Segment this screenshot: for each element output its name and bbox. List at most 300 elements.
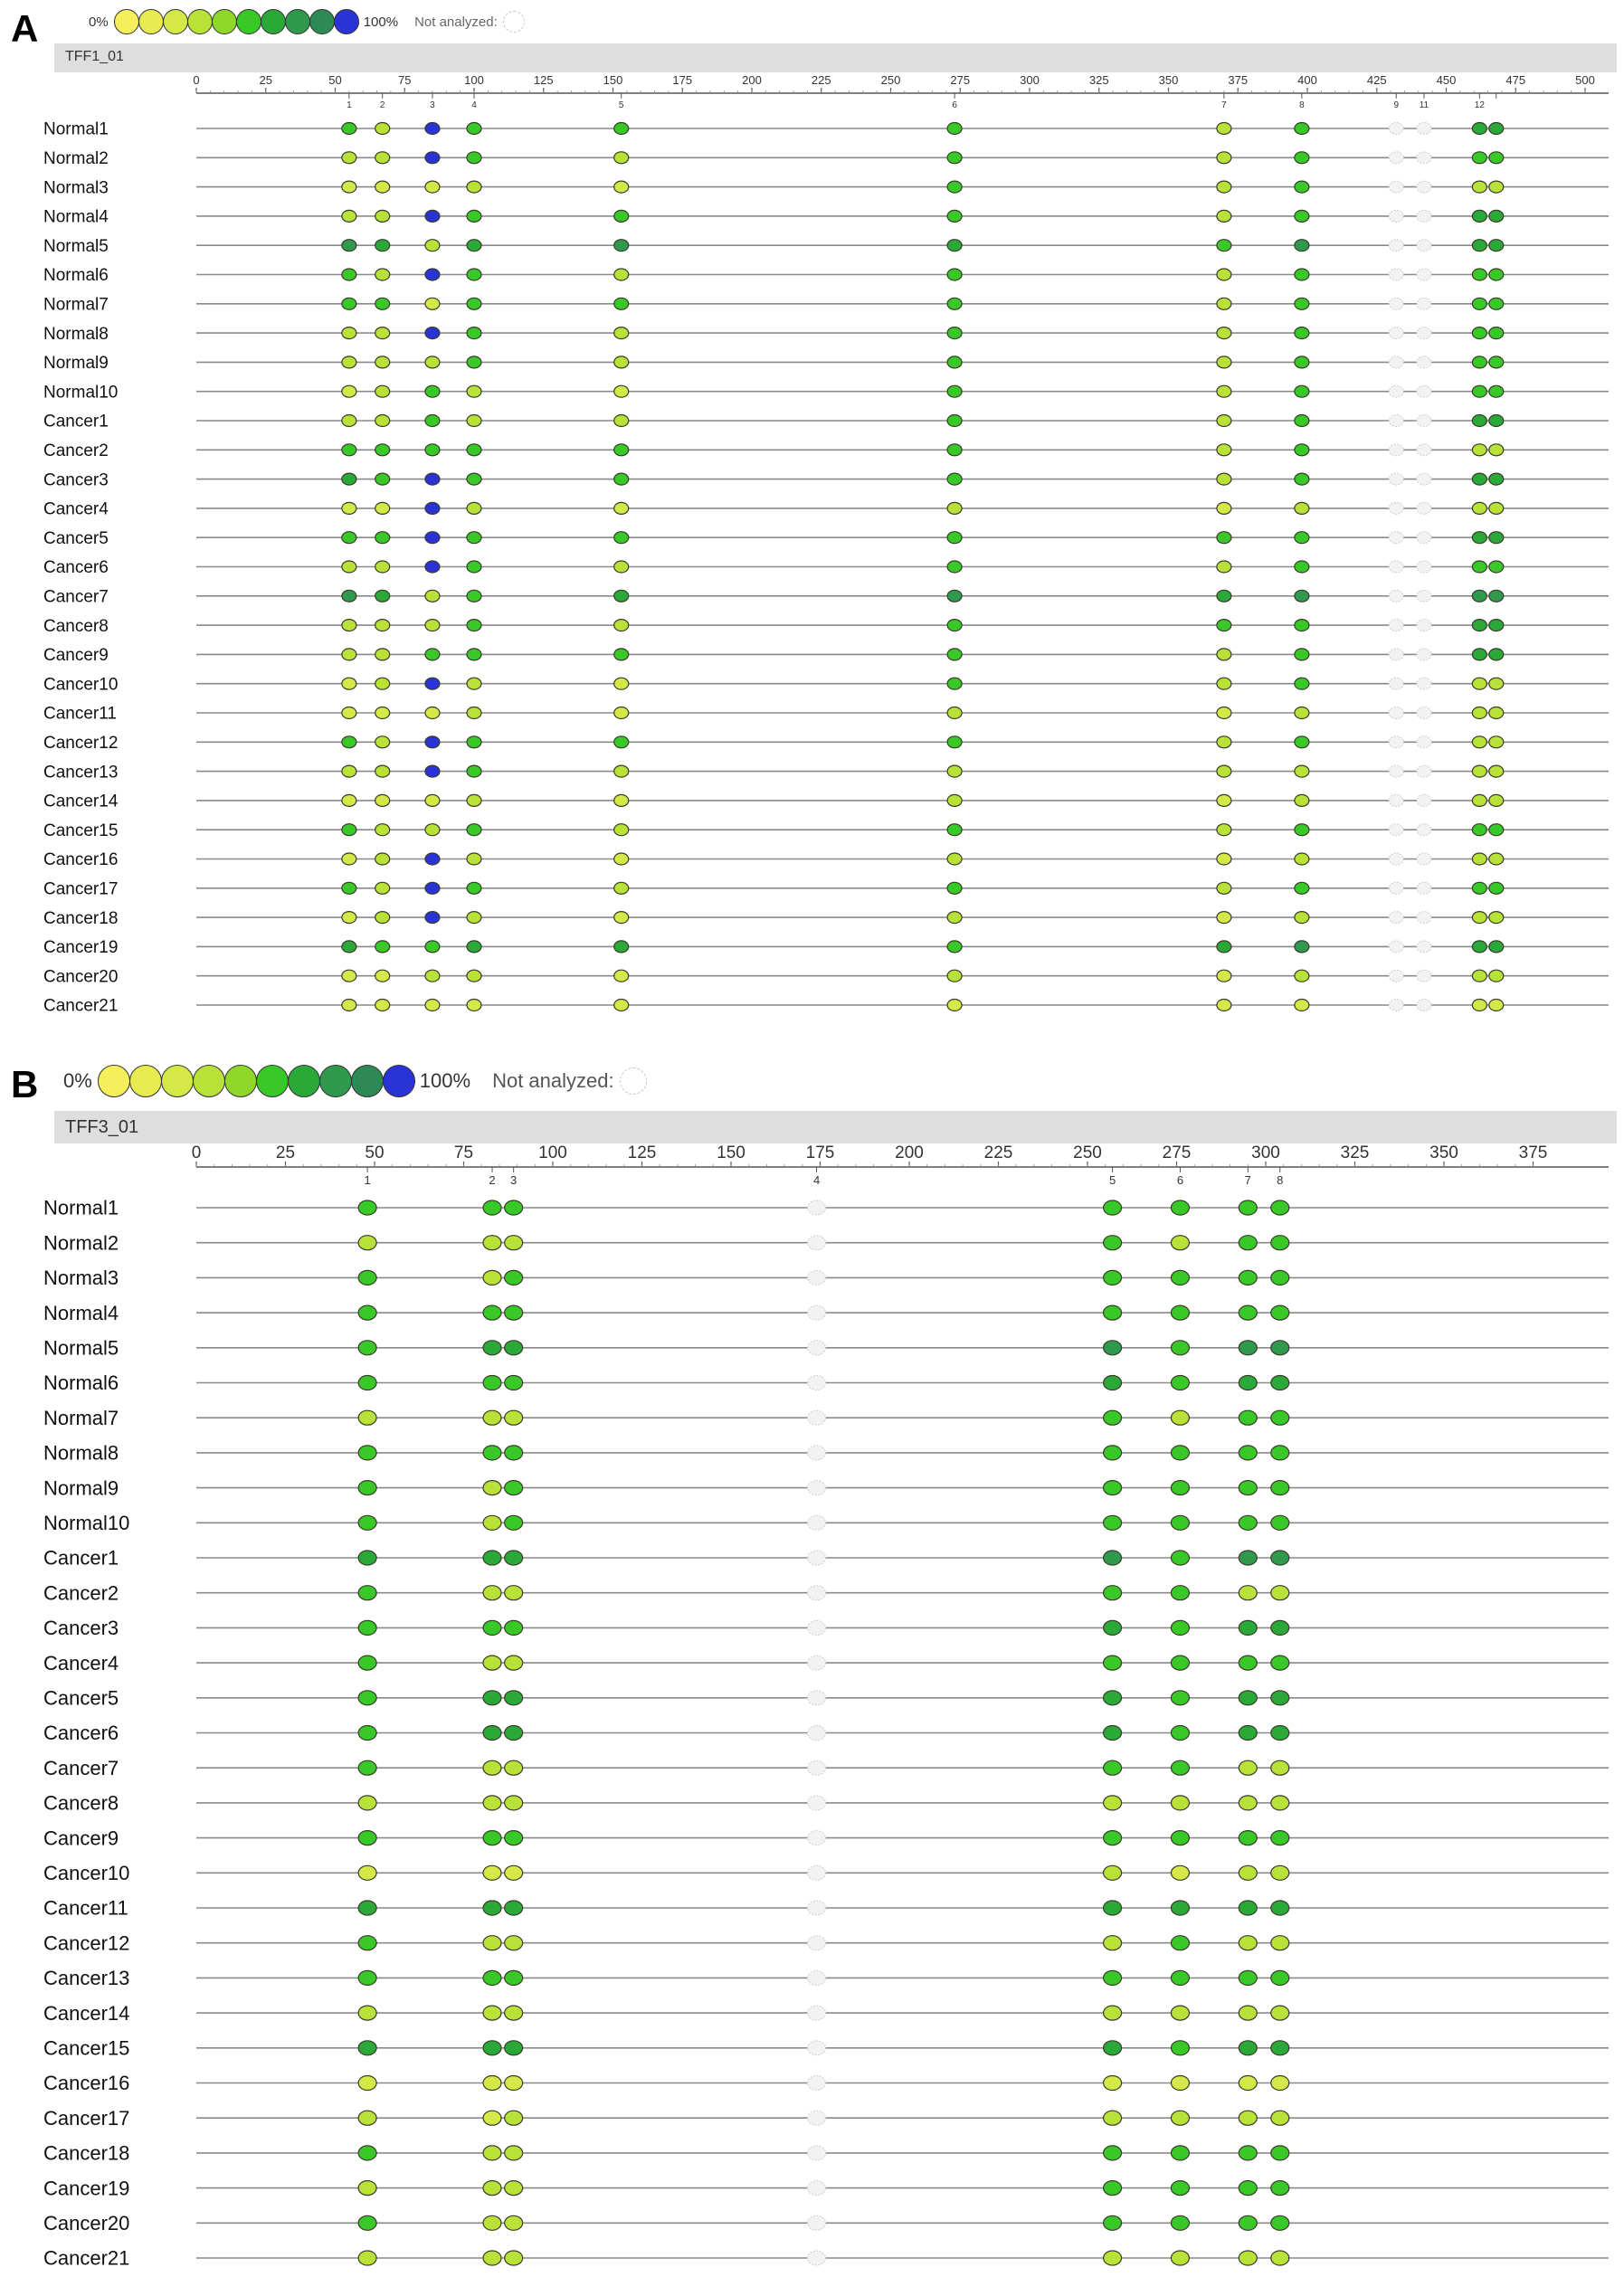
legend-swatch [163, 9, 188, 34]
cpg-methylation-dot [505, 2181, 523, 2196]
sample-label: Cancer6 [43, 1722, 119, 1745]
cpg-not-analyzed [808, 1270, 826, 1285]
cpg-methylation-dot [1489, 649, 1504, 660]
cpg-methylation-dot [505, 2041, 523, 2055]
cpg-methylation-dot [947, 678, 962, 689]
cpg-not-analyzed [808, 1691, 826, 1705]
cpg-methylation-dot [358, 1376, 376, 1390]
cpg-methylation-dot [1239, 1726, 1257, 1741]
cpg-methylation-dot [614, 473, 629, 485]
cpg-methylation-dot [425, 269, 440, 280]
cpg-methylation-dot [425, 1000, 440, 1011]
cpg-methylation-dot [375, 1000, 390, 1011]
cpg-methylation-dot [1489, 210, 1504, 222]
cpg-methylation-dot [1239, 1620, 1257, 1635]
cpg-methylation-dot [1489, 444, 1504, 456]
cpg-methylation-dot [375, 765, 390, 777]
sample-label: Normal5 [43, 1336, 119, 1360]
cpg-methylation-dot [375, 152, 390, 164]
cpg-methylation-dot [1239, 1376, 1257, 1390]
cpg-methylation-dot [342, 678, 356, 689]
sample-label: Cancer14 [43, 2001, 130, 2025]
sample-label: Normal10 [43, 383, 119, 403]
axis-tick-label: 300 [1251, 1143, 1280, 1162]
legend-max-label: 100% [419, 1069, 471, 1092]
cpg-methylation-dot [358, 1796, 376, 1810]
cpg-methylation-dot [425, 532, 440, 544]
axis-tick-label: 250 [1073, 1143, 1102, 1162]
cpg-methylation-dot [614, 415, 629, 427]
cpg-methylation-dot [1295, 152, 1309, 164]
cpg-methylation-dot [483, 1446, 501, 1460]
legend-swatch [236, 9, 261, 34]
cpg-methylation-dot [1171, 1305, 1189, 1320]
cpg-not-analyzed [808, 1586, 826, 1600]
cpg-not-analyzed [808, 1481, 826, 1495]
cpg-methylation-dot [1171, 1586, 1189, 1600]
cpg-methylation-dot [1295, 532, 1309, 544]
cpg-not-analyzed [808, 1760, 826, 1775]
cpg-methylation-dot [505, 1481, 523, 1495]
cpg-methylation-dot [614, 649, 629, 660]
cpg-methylation-dot [375, 415, 390, 427]
cpg-methylation-dot [1295, 678, 1309, 689]
cpg-methylation-dot [1472, 356, 1486, 368]
cpg-methylation-dot [1489, 882, 1504, 894]
axis-tick-label: 300 [1020, 73, 1040, 87]
cpg-methylation-dot [1271, 1376, 1289, 1390]
cpg-methylation-dot [425, 590, 440, 602]
cpg-methylation-dot [1271, 1236, 1289, 1250]
cpg-methylation-dot [1239, 1551, 1257, 1565]
cpg-site-label: 5 [1108, 1173, 1116, 1187]
cpg-not-analyzed [1389, 736, 1403, 748]
cpg-methylation-dot [342, 532, 356, 544]
cpg-methylation-dot [467, 210, 481, 222]
cpg-methylation-dot [358, 1586, 376, 1600]
cpg-methylation-dot [1217, 794, 1231, 806]
cpg-methylation-dot [1104, 1831, 1122, 1845]
cpg-methylation-dot [1239, 1305, 1257, 1320]
cpg-methylation-dot [1472, 444, 1486, 456]
cpg-methylation-dot [358, 1305, 376, 1320]
cpg-not-analyzed [1417, 794, 1431, 806]
cpg-methylation-dot [483, 1515, 501, 1530]
cpg-methylation-dot [375, 970, 390, 982]
cpg-not-analyzed [1417, 853, 1431, 865]
cpg-methylation-dot [1271, 2146, 1289, 2160]
cpg-methylation-dot [947, 912, 962, 924]
gene-name: TFF1_01 [65, 49, 124, 64]
cpg-site-label: 1 [364, 1173, 371, 1187]
sample-label: Cancer4 [43, 1651, 119, 1675]
cpg-methylation-dot [1104, 1270, 1122, 1285]
cpg-methylation-dot [1104, 1796, 1122, 1810]
cpg-not-analyzed [808, 2251, 826, 2265]
gene-name-bar [54, 1111, 1617, 1143]
cpg-methylation-dot [947, 532, 962, 544]
cpg-not-analyzed [1389, 941, 1403, 953]
cpg-methylation-dot [1217, 123, 1231, 135]
cpg-methylation-dot [505, 1691, 523, 1705]
cpg-methylation-dot [425, 824, 440, 836]
cpg-methylation-dot [505, 1726, 523, 1741]
legend-color-scale [114, 9, 358, 34]
cpg-site-label: 12 [1474, 100, 1485, 110]
sample-label: Normal4 [43, 1301, 119, 1324]
legend-swatch [161, 1065, 194, 1097]
cpg-methylation-dot [1271, 1936, 1289, 1950]
cpg-not-analyzed [808, 2146, 826, 2160]
cpg-methylation-dot [375, 561, 390, 573]
cpg-methylation-dot [1104, 1305, 1122, 1320]
cpg-methylation-dot [1472, 941, 1486, 953]
cpg-methylation-dot [1472, 240, 1486, 251]
cpg-methylation-dot [505, 2076, 523, 2091]
axis-tick-label: 75 [453, 1143, 474, 1162]
cpg-methylation-dot [1104, 1481, 1122, 1495]
cpg-methylation-dot [375, 473, 390, 485]
cpg-not-analyzed [1389, 590, 1403, 602]
cpg-methylation-dot [467, 765, 481, 777]
cpg-methylation-dot [1271, 1446, 1289, 1460]
cpg-methylation-dot [1171, 1936, 1189, 1950]
cpg-methylation-dot [1171, 2181, 1189, 2196]
cpg-methylation-dot [1217, 356, 1231, 368]
cpg-methylation-dot [467, 736, 481, 748]
cpg-methylation-dot [614, 123, 629, 135]
legend-swatch [319, 1065, 352, 1097]
sample-label: Cancer16 [43, 850, 119, 870]
cpg-not-analyzed [1417, 210, 1431, 222]
cpg-not-analyzed [1389, 415, 1403, 427]
axis-tick-label: 50 [328, 73, 342, 87]
cpg-methylation-dot [483, 1410, 501, 1425]
cpg-methylation-dot [1295, 736, 1309, 748]
legend-swatch [193, 1065, 225, 1097]
cpg-methylation-dot [1271, 1341, 1289, 1355]
cpg-methylation-dot [467, 1000, 481, 1011]
sample-label: Normal7 [43, 1406, 119, 1429]
cpg-not-analyzed [1389, 298, 1403, 309]
cpg-methylation-dot [375, 181, 390, 193]
cpg-methylation-dot [467, 794, 481, 806]
cpg-site-label: 4 [812, 1173, 821, 1187]
legend-max-label: 100% [363, 14, 399, 30]
cpg-methylation-dot [358, 2146, 376, 2160]
cpg-methylation-dot [1472, 590, 1486, 602]
cpg-methylation-dot [1295, 502, 1309, 514]
cpg-methylation-dot [375, 240, 390, 251]
cpg-not-analyzed [1389, 444, 1403, 456]
cpg-methylation-dot [1239, 1796, 1257, 1810]
cpg-methylation-dot [947, 853, 962, 865]
cpg-methylation-dot [358, 1341, 376, 1355]
cpg-methylation-dot [342, 415, 356, 427]
cpg-not-analyzed [808, 1620, 826, 1635]
cpg-methylation-dot [1271, 1796, 1289, 1810]
cpg-methylation-dot [342, 794, 356, 806]
cpg-methylation-dot [614, 444, 629, 456]
sample-label: Cancer16 [43, 2072, 130, 2095]
cpg-methylation-dot [1217, 941, 1231, 953]
cpg-methylation-dot [1489, 385, 1504, 397]
cpg-methylation-dot [358, 1970, 376, 1985]
sample-label: Normal3 [43, 1267, 119, 1290]
cpg-not-analyzed [1417, 327, 1431, 339]
cpg-not-analyzed [808, 1446, 826, 1460]
cpg-methylation-dot [425, 502, 440, 514]
cpg-methylation-dot [1271, 2076, 1289, 2091]
not-analyzed-swatch [503, 11, 525, 33]
cpg-methylation-dot [1295, 649, 1309, 660]
cpg-methylation-dot [505, 1620, 523, 1635]
sample-label: Normal3 [43, 178, 109, 198]
cpg-methylation-dot [358, 1446, 376, 1460]
cpg-methylation-dot [467, 532, 481, 544]
cpg-methylation-dot [1239, 1901, 1257, 1915]
cpg-methylation-dot [1104, 1341, 1122, 1355]
cpg-methylation-dot [483, 1620, 501, 1635]
cpg-site-label: 1 [347, 100, 352, 110]
cpg-methylation-dot [505, 1341, 523, 1355]
cpg-methylation-dot [1271, 1901, 1289, 1915]
cpg-methylation-dot [1489, 181, 1504, 193]
cpg-methylation-dot [1472, 970, 1486, 982]
cpg-methylation-dot [947, 385, 962, 397]
cpg-methylation-dot [947, 620, 962, 631]
cpg-not-analyzed [1417, 298, 1431, 309]
cpg-methylation-dot [614, 502, 629, 514]
sample-label: Cancer1 [43, 1546, 119, 1570]
cpg-methylation-dot [1171, 1551, 1189, 1565]
cpg-methylation-dot [1217, 210, 1231, 222]
cpg-methylation-dot [1489, 561, 1504, 573]
axis-tick-label: 0 [191, 1143, 202, 1162]
cpg-methylation-dot [947, 152, 962, 164]
sample-label: Cancer3 [43, 1617, 119, 1640]
cpg-not-analyzed [1417, 649, 1431, 660]
cpg-methylation-dot [1104, 1620, 1122, 1635]
cpg-methylation-dot [467, 882, 481, 894]
cpg-methylation-dot [1295, 912, 1309, 924]
cpg-methylation-dot [1217, 502, 1231, 514]
cpg-methylation-dot [1239, 2076, 1257, 2091]
cpg-methylation-dot [1171, 1236, 1189, 1250]
cpg-methylation-dot [358, 2251, 376, 2265]
cpg-methylation-dot [358, 1726, 376, 1741]
cpg-methylation-dot [1489, 152, 1504, 164]
cpg-methylation-dot [1271, 1305, 1289, 1320]
cpg-methylation-dot [1239, 2251, 1257, 2265]
cpg-methylation-dot [1171, 1270, 1189, 1285]
cpg-methylation-dot [1171, 1515, 1189, 1530]
cpg-methylation-dot [1489, 765, 1504, 777]
cpg-methylation-dot [1239, 1341, 1257, 1355]
cpg-methylation-dot [483, 1901, 501, 1915]
cpg-methylation-dot [1271, 1481, 1289, 1495]
cpg-methylation-dot [1295, 1000, 1309, 1011]
cpg-site-label: 11 [1419, 100, 1429, 110]
cpg-methylation-dot [1271, 2181, 1289, 2196]
cpg-not-analyzed [1389, 210, 1403, 222]
cpg-methylation-dot [375, 707, 390, 719]
cpg-methylation-dot [425, 152, 440, 164]
cpg-methylation-dot [505, 1656, 523, 1670]
cpg-not-analyzed [1389, 620, 1403, 631]
cpg-site-label: 9 [1393, 100, 1400, 110]
cpg-methylation-dot [1489, 502, 1504, 514]
cpg-not-analyzed [1417, 970, 1431, 982]
cpg-methylation-dot [425, 678, 440, 689]
cpg-methylation-dot [483, 2111, 501, 2125]
cpg-methylation-dot [342, 736, 356, 748]
cpg-methylation-dot [1217, 181, 1231, 193]
cpg-methylation-dot [1271, 2251, 1289, 2265]
cpg-not-analyzed [808, 1796, 826, 1810]
cpg-methylation-dot [1217, 824, 1231, 836]
sample-label: Cancer17 [43, 2106, 130, 2130]
cpg-not-analyzed [1417, 678, 1431, 689]
cpg-methylation-dot [1295, 707, 1309, 719]
cpg-methylation-dot [1217, 532, 1231, 544]
cpg-methylation-dot [1472, 620, 1486, 631]
legend-swatch [261, 9, 286, 34]
not-analyzed-swatch [620, 1067, 647, 1095]
cpg-methylation-dot [358, 1200, 376, 1215]
sample-label: Cancer5 [43, 1686, 119, 1710]
cpg-methylation-dot [375, 385, 390, 397]
cpg-methylation-dot [614, 970, 629, 982]
cpg-methylation-dot [425, 240, 440, 251]
cpg-methylation-dot [358, 2215, 376, 2230]
cpg-methylation-dot [483, 1865, 501, 1880]
cpg-methylation-dot [358, 1760, 376, 1775]
cpg-methylation-dot [505, 1586, 523, 1600]
cpg-methylation-dot [1239, 2006, 1257, 2020]
cpg-methylation-dot [425, 415, 440, 427]
cpg-not-analyzed [1417, 444, 1431, 456]
cpg-methylation-dot [425, 765, 440, 777]
cpg-methylation-dot [483, 1831, 501, 1845]
cpg-site-label: 7 [1244, 1173, 1251, 1187]
axis-tick-label: 225 [983, 1143, 1013, 1162]
cpg-not-analyzed [808, 1410, 826, 1425]
cpg-methylation-dot [425, 298, 440, 309]
cpg-methylation-dot [1239, 1586, 1257, 1600]
cpg-methylation-dot [1295, 941, 1309, 953]
cpg-methylation-dot [1489, 269, 1504, 280]
cpg-methylation-dot [483, 1236, 501, 1250]
cpg-not-analyzed [1389, 532, 1403, 544]
cpg-methylation-dot [483, 2041, 501, 2055]
cpg-methylation-dot [614, 356, 629, 368]
sample-label: Cancer11 [43, 704, 117, 724]
cpg-not-analyzed [1417, 561, 1431, 573]
cpg-methylation-dot [947, 794, 962, 806]
panel-letter: B [11, 1063, 39, 1105]
cpg-methylation-dot [614, 181, 629, 193]
cpg-methylation-dot [1472, 765, 1486, 777]
cpg-methylation-dot [467, 561, 481, 573]
cpg-methylation-dot [1239, 2146, 1257, 2160]
axis-tick-label: 200 [742, 73, 762, 87]
axis-tick-label: 500 [1575, 73, 1595, 87]
cpg-methylation-dot [1239, 2041, 1257, 2055]
cpg-not-analyzed [1417, 912, 1431, 924]
cpg-not-analyzed [1389, 356, 1403, 368]
legend-swatch [129, 1065, 162, 1097]
cpg-methylation-dot [1104, 2215, 1122, 2230]
cpg-methylation-dot [1217, 385, 1231, 397]
sample-label: Cancer19 [43, 938, 119, 958]
cpg-methylation-dot [375, 882, 390, 894]
cpg-methylation-dot [358, 2006, 376, 2020]
cpg-not-analyzed [1417, 123, 1431, 135]
cpg-not-analyzed [1417, 415, 1431, 427]
cpg-methylation-dot [1171, 2111, 1189, 2125]
cpg-methylation-dot [1171, 1446, 1189, 1460]
cpg-not-analyzed [808, 1656, 826, 1670]
cpg-methylation-dot [1217, 590, 1231, 602]
sample-label: Cancer12 [43, 1931, 130, 1955]
cpg-methylation-dot [1489, 970, 1504, 982]
cpg-methylation-dot [1171, 1796, 1189, 1810]
cpg-methylation-dot [467, 385, 481, 397]
cpg-methylation-dot [505, 1200, 523, 1215]
sample-label: Cancer11 [43, 1896, 128, 1920]
cpg-methylation-dot [1489, 912, 1504, 924]
cpg-methylation-dot [425, 561, 440, 573]
cpg-methylation-dot [614, 327, 629, 339]
cpg-methylation-dot [1217, 707, 1231, 719]
cpg-methylation-dot [1171, 1341, 1189, 1355]
cpg-not-analyzed [1389, 794, 1403, 806]
sample-label: Normal1 [43, 1196, 119, 1219]
cpg-methylation-dot [1239, 1481, 1257, 1495]
cpg-methylation-dot [1104, 1515, 1122, 1530]
cpg-methylation-dot [342, 941, 356, 953]
cpg-methylation-dot [342, 765, 356, 777]
cpg-methylation-dot [483, 1970, 501, 1985]
cpg-methylation-dot [1472, 269, 1486, 280]
cpg-methylation-dot [375, 824, 390, 836]
cpg-site-label: 3 [430, 100, 435, 110]
cpg-methylation-dot [483, 2006, 501, 2020]
cpg-methylation-dot [1217, 327, 1231, 339]
sample-label: Normal6 [43, 1371, 119, 1395]
cpg-methylation-dot [1239, 1446, 1257, 1460]
legend-na-label: Not analyzed: [414, 14, 498, 30]
cpg-methylation-dot [1217, 678, 1231, 689]
cpg-methylation-dot [358, 1481, 376, 1495]
sample-label: Cancer21 [43, 2246, 130, 2270]
cpg-methylation-dot [1295, 385, 1309, 397]
cpg-methylation-dot [947, 327, 962, 339]
sample-label: Normal2 [43, 1231, 119, 1255]
cpg-methylation-dot [1489, 590, 1504, 602]
cpg-not-analyzed [1389, 912, 1403, 924]
cpg-methylation-dot [358, 1865, 376, 1880]
cpg-methylation-dot [1239, 1515, 1257, 1530]
cpg-methylation-dot [342, 152, 356, 164]
cpg-methylation-dot [358, 2076, 376, 2091]
cpg-methylation-dot [375, 269, 390, 280]
cpg-not-analyzed [1389, 152, 1403, 164]
cpg-methylation-dot [483, 2146, 501, 2160]
cpg-methylation-dot [1171, 1726, 1189, 1741]
cpg-methylation-dot [1271, 1620, 1289, 1635]
